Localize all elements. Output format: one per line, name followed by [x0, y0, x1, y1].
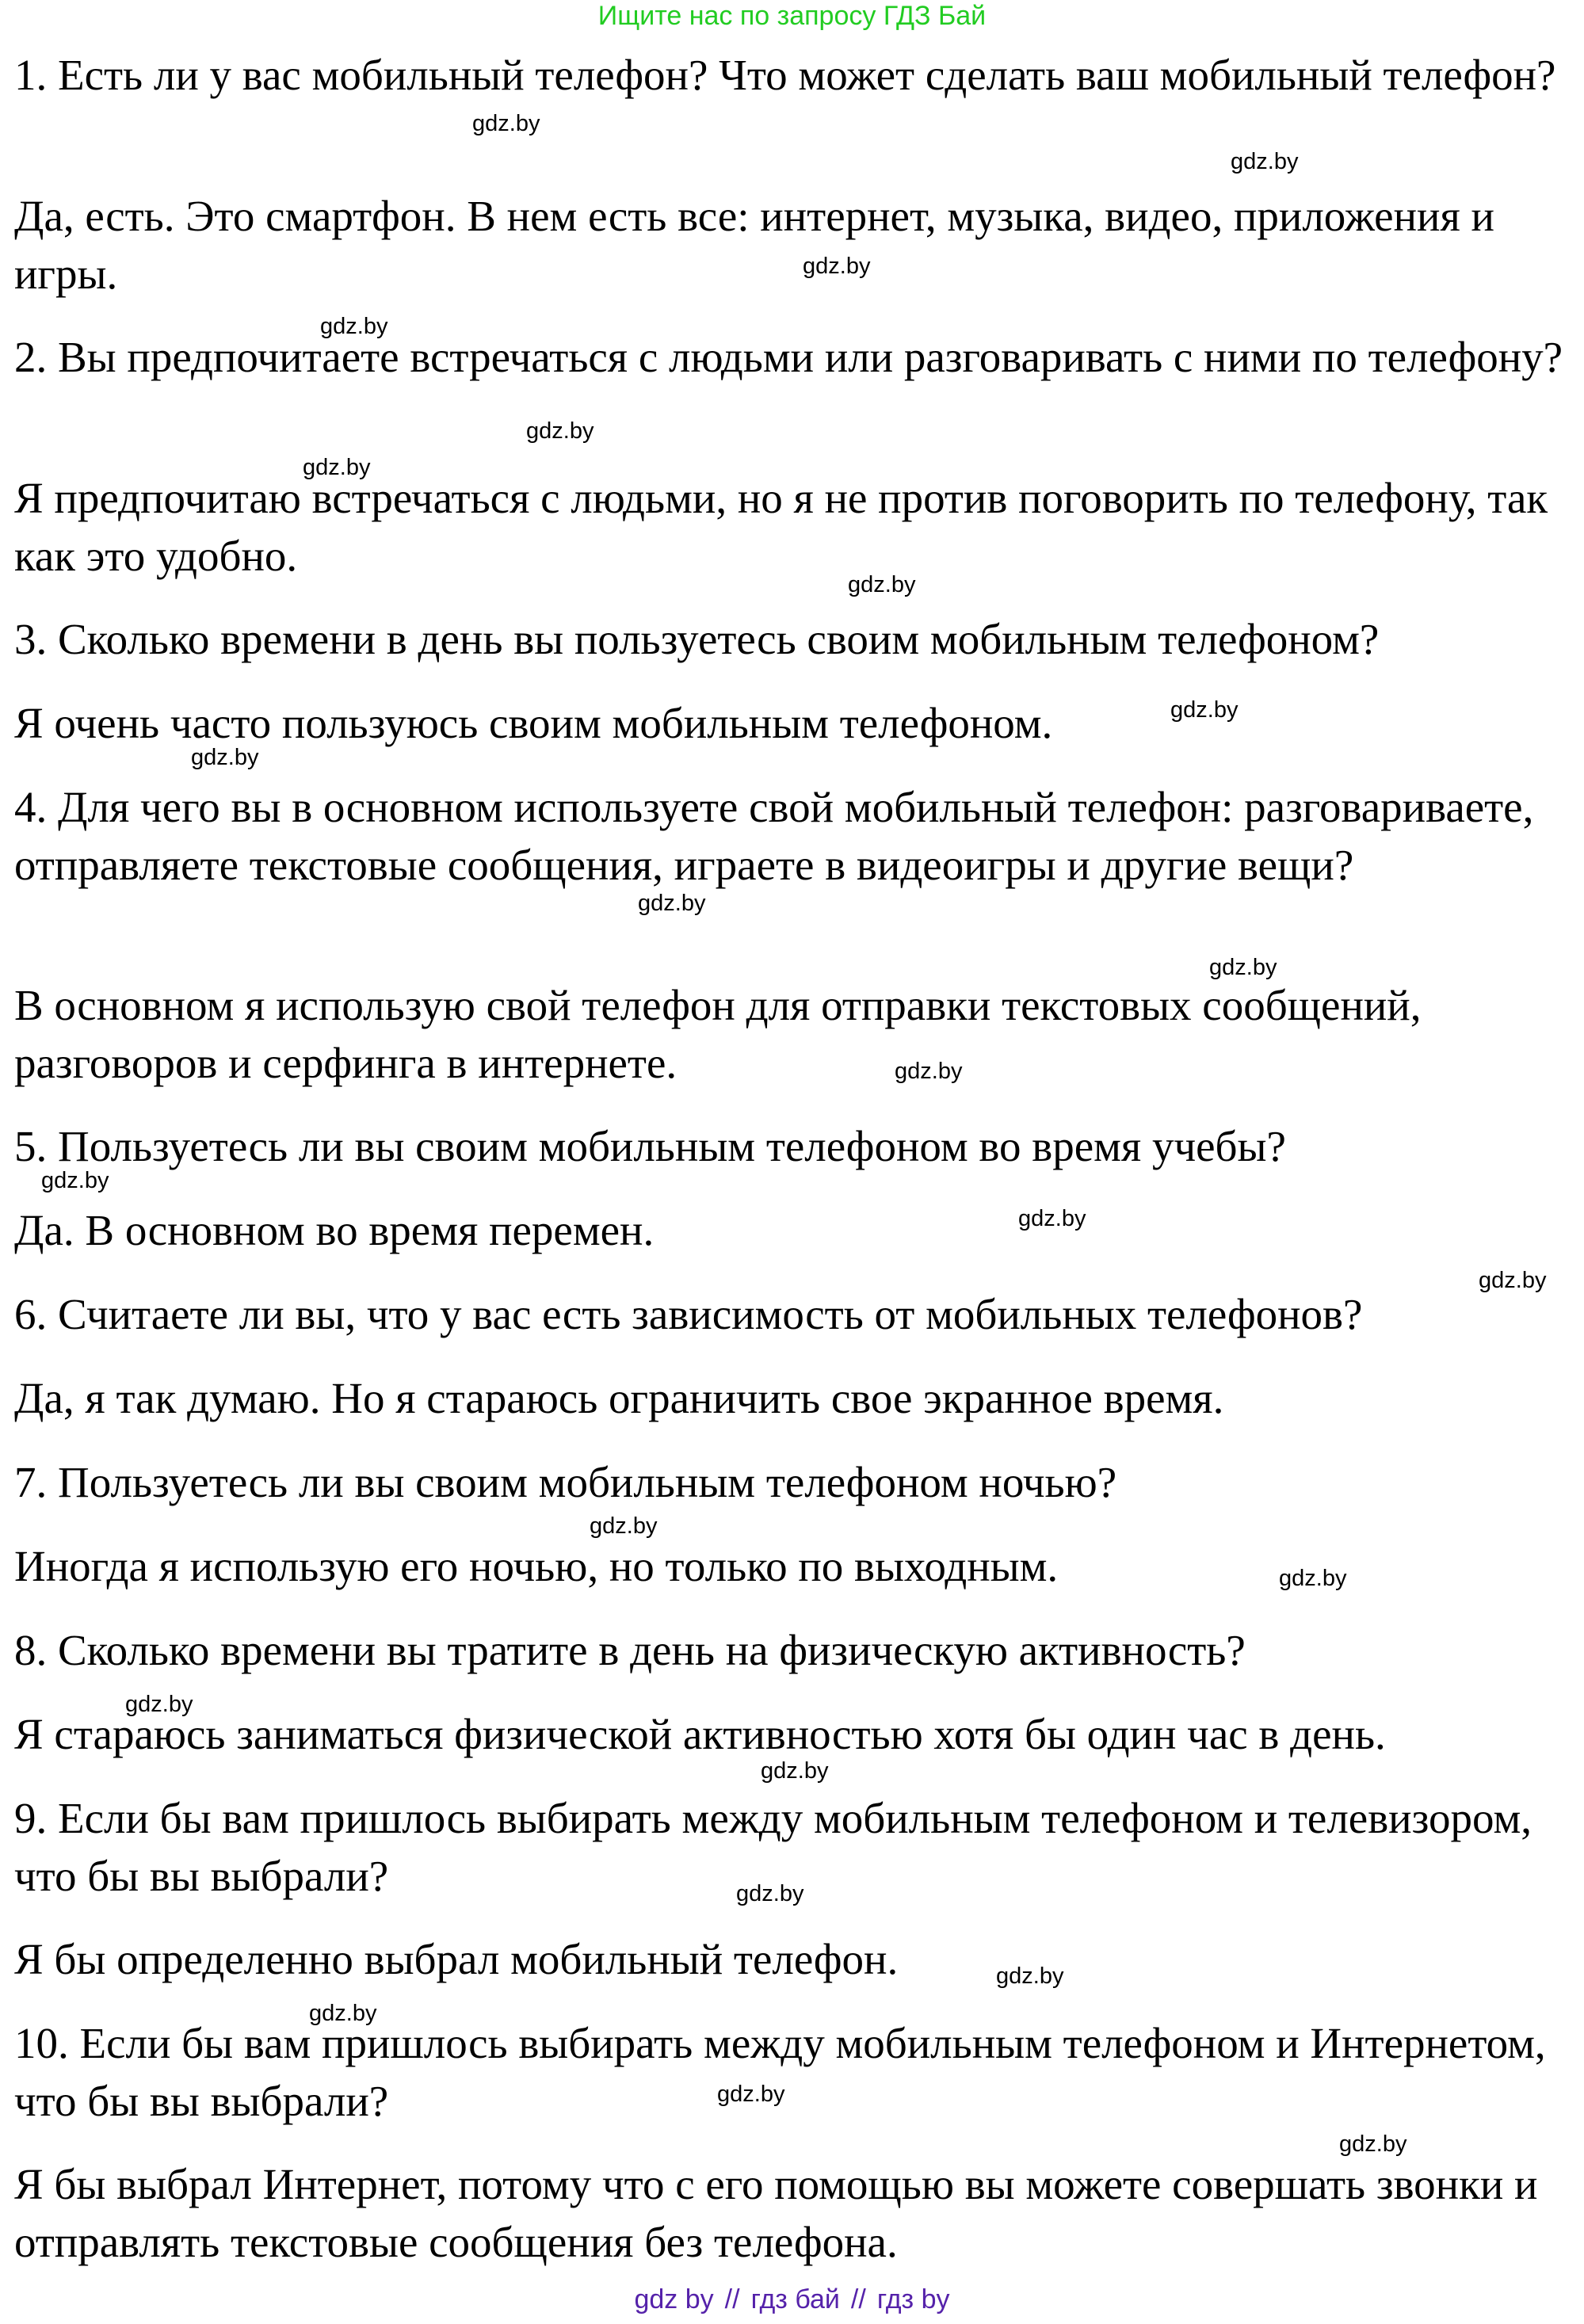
watermark: gdz.by [320, 314, 388, 339]
watermark: gdz.by [638, 891, 706, 916]
watermark: gdz.by [309, 2001, 377, 2026]
question-3: 3. Сколько времени в день вы пользуетесь своим мобильным телефоном? [14, 615, 1380, 663]
question-1: 1. Есть ли у вас мобильный телефон? Что может сделать ваш мобильный телефон? [14, 51, 1556, 99]
footer-link-gdz-bai[interactable]: гдз бай [750, 2284, 840, 2314]
watermark: gdz.by [1170, 697, 1239, 723]
watermark: gdz.by [996, 1963, 1064, 1989]
watermark: gdz.by [761, 1758, 829, 1784]
top-banner[interactable]: Ищите нас по запросу ГДЗ Бай [597, 1, 987, 31]
footer-separator: // [724, 2284, 740, 2314]
watermark: gdz.by [1209, 955, 1277, 980]
answer-6: Да, я так думаю. Но я стараюсь ограничить свое экранное время. [14, 1374, 1224, 1422]
question-9: 9. Если бы вам пришлось выбирать между мобильным телефоном и телевизором, что бы вы выбрали? [14, 1794, 1532, 1900]
watermark: gdz.by [1479, 1268, 1547, 1293]
watermark: gdz.by [303, 455, 371, 480]
question-10: 10. Если бы вам пришлось выбирать между мобильным телефоном и Интернетом, что бы вы выбрали? [14, 2019, 1546, 2125]
watermark: gdz.by [736, 1881, 804, 1906]
footer-separator: // [850, 2284, 866, 2314]
watermark: gdz.by [803, 254, 871, 279]
watermark: gdz.by [1339, 2131, 1407, 2157]
question-2: 2. Вы предпочитаете встречаться с людьми или разговаривать с ними по телефону? [14, 333, 1563, 381]
watermark: gdz.by [848, 572, 916, 597]
answer-1: Да, есть. Это смартфон. В нем есть все: интернет, музыка, видео, приложения и игры. [14, 192, 1494, 298]
answer-3: Я очень часто пользуюсь своим мобильным телефоном. [14, 699, 1053, 747]
answer-2: Я предпочитаю встречаться с людьми, но я не против поговорить по телефону, так как это удобно. [14, 474, 1548, 580]
answer-5: Да. В основном во время перемен. [14, 1206, 655, 1254]
watermark: gdz.by [717, 2082, 785, 2107]
watermark: gdz.by [526, 418, 594, 444]
watermark: gdz.by [41, 1168, 109, 1193]
watermark: gdz.by [895, 1059, 963, 1084]
watermark: gdz.by [191, 745, 259, 770]
watermark: gdz.by [1018, 1206, 1086, 1231]
answer-10: Я бы выбрал Интернет, потому что с его помощью вы можете совершать звонки и отправлять текстовые сообщения без телефона. [14, 2160, 1538, 2266]
question-5: 5. Пользуетесь ли вы своим мобильным телефоном во время учебы? [14, 1122, 1286, 1170]
answer-9: Я бы определенно выбрал мобильный телефон. [14, 1935, 899, 1983]
question-4: 4. Для чего вы в основном используете свой мобильный телефон: разговариваете, отправляете текстовые сообщения, играете в видеоигры и другие вещи? [14, 783, 1534, 889]
question-7: 7. Пользуетесь ли вы своим мобильным телефоном ночью? [14, 1458, 1117, 1506]
watermark: gdz.by [472, 111, 540, 136]
watermark: gdz.by [1231, 149, 1299, 174]
answer-8: Я стараюсь заниматься физической активностью хотя бы один час в день. [14, 1710, 1386, 1758]
watermark: gdz.by [1279, 1566, 1347, 1591]
footer-link-gdz-by[interactable]: gdz by [634, 2284, 714, 2314]
footer-link-gdz-by-cyr[interactable]: гдз by [876, 2284, 950, 2314]
watermark: gdz.by [590, 1513, 658, 1539]
question-8: 8. Сколько времени вы тратите в день на физическую активность? [14, 1626, 1246, 1674]
footer-links [0, 2284, 1584, 2315]
answer-4: В основном я использую свой телефон для отправки текстовых сообщений, разговоров и серфинга в интернете. [14, 981, 1422, 1087]
question-6: 6. Считаете ли вы, что у вас есть зависимость от мобильных телефонов? [14, 1290, 1363, 1338]
watermark: gdz.by [125, 1692, 193, 1717]
answer-7: Иногда я использую его ночью, но только по выходным. [14, 1542, 1059, 1590]
